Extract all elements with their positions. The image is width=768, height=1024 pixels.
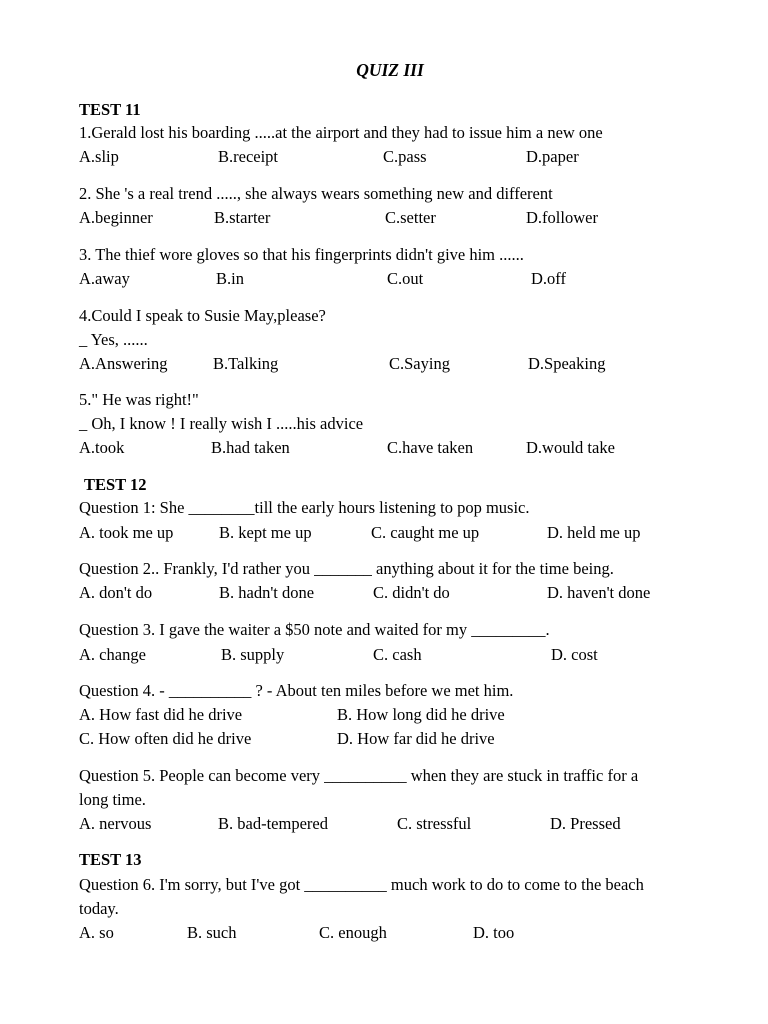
question-text: _ Oh, I know ! I really wish I .....his advice bbox=[79, 414, 364, 433]
option-d: D.would take bbox=[526, 438, 615, 457]
test-heading: TEST 11 bbox=[79, 100, 141, 119]
option-a: A. change bbox=[79, 645, 146, 664]
option-b: B.receipt bbox=[218, 147, 279, 166]
question-text: long time. bbox=[79, 790, 146, 809]
option-a: A.beginner bbox=[79, 208, 153, 227]
option-c: C. stressful bbox=[397, 814, 472, 833]
option-d: D. held me up bbox=[547, 523, 641, 542]
question-text: 5." He was right!" bbox=[79, 390, 199, 409]
option-b: B.starter bbox=[214, 208, 271, 227]
page-title: QUIZ III bbox=[356, 60, 424, 80]
test-heading: TEST 12 bbox=[84, 475, 147, 494]
option-c: C.have taken bbox=[387, 438, 474, 457]
option-b: B. supply bbox=[221, 645, 285, 664]
option-b: B. hadn't done bbox=[219, 583, 315, 602]
option-a: A. don't do bbox=[79, 583, 153, 602]
option-a: A.took bbox=[79, 438, 125, 457]
question-text: Question 5. People can become very __________ when they are stuck in traffic for a bbox=[79, 766, 639, 785]
option-b: B.in bbox=[216, 269, 244, 288]
option-c: C.Saying bbox=[389, 354, 450, 373]
option-b: B. How long did he drive bbox=[337, 705, 505, 724]
question-text: 3. The thief wore gloves so that his fingerprints didn't give him ...... bbox=[79, 245, 524, 264]
question-text: Question 2.. Frankly, I'd rather you _______ anything about it for the time being. bbox=[79, 559, 614, 578]
option-c: C. didn't do bbox=[373, 583, 450, 602]
option-a: A. so bbox=[79, 923, 114, 942]
option-d: D. How far did he drive bbox=[337, 729, 495, 748]
option-b: B.had taken bbox=[211, 438, 290, 457]
option-c: C.out bbox=[387, 269, 424, 288]
option-c: C. enough bbox=[319, 923, 387, 942]
option-b: B.Talking bbox=[213, 354, 279, 373]
option-a: A. took me up bbox=[79, 523, 174, 542]
question-text: Question 3. I gave the waiter a $50 note and waited for my _________. bbox=[79, 620, 550, 639]
option-c: C. How often did he drive bbox=[79, 729, 252, 748]
option-d: D. haven't done bbox=[547, 583, 651, 602]
question-text: 2. She 's a real trend ....., she always wears something new and different bbox=[79, 184, 553, 203]
option-d: D. Pressed bbox=[550, 814, 621, 833]
option-d: D.off bbox=[531, 269, 566, 288]
option-d: D. cost bbox=[551, 645, 598, 664]
option-c: C.setter bbox=[385, 208, 436, 227]
option-c: C. cash bbox=[373, 645, 422, 664]
option-b: B. such bbox=[187, 923, 237, 942]
option-a: A. nervous bbox=[79, 814, 152, 833]
option-a: A. How fast did he drive bbox=[79, 705, 243, 724]
option-c: C. caught me up bbox=[371, 523, 480, 542]
question-text: Question 4. - __________ ? - About ten miles before we met him. bbox=[79, 681, 514, 700]
question-text: Question 1: She ________till the early hours listening to pop music. bbox=[79, 498, 530, 517]
option-d: D.paper bbox=[526, 147, 579, 166]
option-b: B. bad-tempered bbox=[218, 814, 328, 833]
option-d: D.Speaking bbox=[528, 354, 606, 373]
option-d: D. too bbox=[473, 923, 515, 942]
option-b: B. kept me up bbox=[219, 523, 312, 542]
option-a: A.away bbox=[79, 269, 130, 288]
option-a: A.Answering bbox=[79, 354, 168, 373]
question-text: _ Yes, ...... bbox=[79, 330, 148, 349]
question-text: today. bbox=[79, 899, 119, 918]
question-text: 1.Gerald lost his boarding .....at the airport and they had to issue him a new one bbox=[79, 123, 603, 142]
option-c: C.pass bbox=[383, 147, 427, 166]
test-heading: TEST 13 bbox=[79, 850, 142, 869]
question-text: 4.Could I speak to Susie May,please? bbox=[79, 306, 326, 325]
question-text: Question 6. I'm sorry, but I've got __________ much work to do to come to the beach bbox=[79, 875, 644, 894]
option-d: D.follower bbox=[526, 208, 598, 227]
option-a: A.slip bbox=[79, 147, 119, 166]
